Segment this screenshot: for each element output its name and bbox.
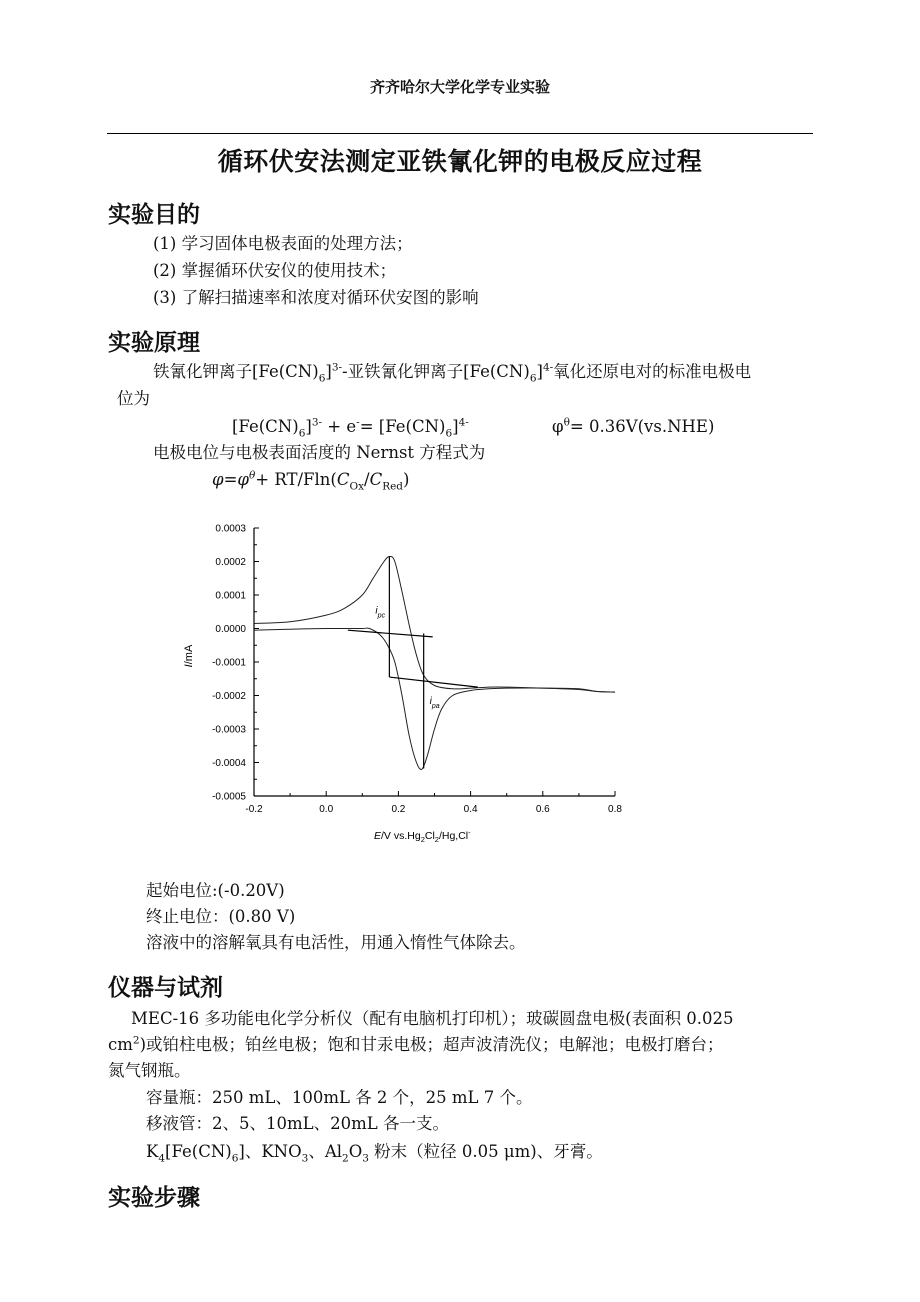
x-tick-label: 0.0 bbox=[319, 804, 334, 815]
pipettes-line: 移液管：2、5、10mL、20mL 各一支。 bbox=[146, 1114, 449, 1133]
x-axis-label: E/V $vs.Hg_2Cl_2/Hg,Cl^-$ bbox=[374, 828, 471, 844]
standard-potential: $\varphi^\theta= 0.36V(vs.NHE)$ bbox=[552, 416, 715, 436]
purpose-item-1: (1) 学习固体电极表面的处理方法； bbox=[153, 234, 413, 253]
cv-curve-cathodic-sweep bbox=[254, 556, 615, 692]
y-tick-label: 0.0003 bbox=[215, 523, 246, 535]
x-tick-label: -0.2 bbox=[245, 804, 263, 815]
instruments-line-1: MEC-16 多功能电化学分析仪（配有电脑机打印机）；玻碳圆盘电极(表面积 0.025 bbox=[131, 1009, 734, 1028]
y-tick-label: 0.0001 bbox=[215, 590, 246, 602]
x-tick-label: 0.6 bbox=[535, 804, 550, 815]
cv-curve-anodic-sweep bbox=[254, 628, 615, 769]
start-potential: 起始电位:(-0.20V) bbox=[146, 881, 285, 900]
y-tick-label: -0.0004 bbox=[212, 758, 246, 769]
principle-heading: 实验原理 bbox=[108, 330, 200, 356]
purpose-item-2: (2) 掌握循环伏安仪的使用技术； bbox=[153, 261, 397, 280]
flasks-line: 容量瓶：250 mL、100mL 各 2 个，25 mL 7 个。 bbox=[146, 1088, 533, 1107]
cathodic-baseline bbox=[348, 630, 433, 637]
anodic-baseline bbox=[389, 677, 477, 687]
nernst-equation: $\varphi=\varphi^\theta+ RT/Fln(C_{Ox}/C_{Red})$ bbox=[212, 469, 410, 493]
y-axis-label: I/mA bbox=[183, 644, 195, 668]
x-tick-label: 0.8 bbox=[608, 804, 622, 815]
purpose-item-3: (3) 了解扫描速率和浓度对循环伏安图的影响 bbox=[153, 288, 479, 307]
oxygen-note: 溶液中的溶解氧具有电活性，用通入惰性气体除去。 bbox=[146, 933, 526, 952]
y-tick-label: -0.0003 bbox=[212, 724, 246, 736]
y-tick-label: -0.0002 bbox=[212, 691, 246, 702]
nernst-intro: 电极电位与电极表面活度的 Nernst 方程式为 bbox=[153, 443, 486, 462]
annotation-ipa: $i_{pa}$ bbox=[429, 695, 440, 710]
principle-intro-cont: 位为 bbox=[117, 389, 150, 408]
instruments-line-2: $cm^2$)或铂柱电极；铂丝电极；饱和甘汞电极；超声波清洗仪；电解池；电极打磨台； bbox=[108, 1034, 724, 1054]
annotation-ipc: $i_{pc}$ bbox=[375, 605, 386, 620]
purpose-heading: 实验目的 bbox=[108, 202, 200, 228]
header-rule bbox=[107, 133, 813, 134]
x-tick-label: 0.2 bbox=[391, 804, 406, 815]
principle-intro: 铁氰化钾离子$[Fe(CN)_6]^{3-}-$亚铁氰化钾离子$[Fe(CN)_6]^{4-}$氧化还原电对的标准电极电 bbox=[153, 361, 752, 385]
page-header: 齐齐哈尔大学化学专业实验 bbox=[369, 78, 550, 96]
y-tick-label: 0.0002 bbox=[215, 557, 246, 568]
page-title: 循环伏安法测定亚铁氰化钾的电极反应过程 bbox=[217, 147, 703, 176]
steps-heading: 实验步骤 bbox=[108, 1185, 200, 1211]
end-potential: 终止电位：(0.80 V) bbox=[146, 907, 296, 926]
instruments-heading: 仪器与试剂 bbox=[108, 975, 223, 1001]
instruments-line-3: 氮气钢瓶。 bbox=[108, 1061, 191, 1080]
reagents-line: $K_4[Fe(CN)_6]$、$KNO_3$、$Al_2O_3$ 粉末（粒径 0.05 μm)、牙膏。 bbox=[146, 1142, 603, 1165]
cv-chart bbox=[170, 515, 640, 850]
y-tick-label: -0.0005 bbox=[212, 791, 246, 803]
y-tick-label: 0.0000 bbox=[215, 624, 246, 635]
y-tick-label: -0.0001 bbox=[212, 657, 246, 669]
chart-axes bbox=[254, 528, 615, 796]
x-tick-label: 0.4 bbox=[463, 804, 478, 815]
redox-equation: $[Fe(CN)_6]^{3-} + e^-= [Fe(CN)_6]^{4-}$ bbox=[232, 416, 469, 440]
